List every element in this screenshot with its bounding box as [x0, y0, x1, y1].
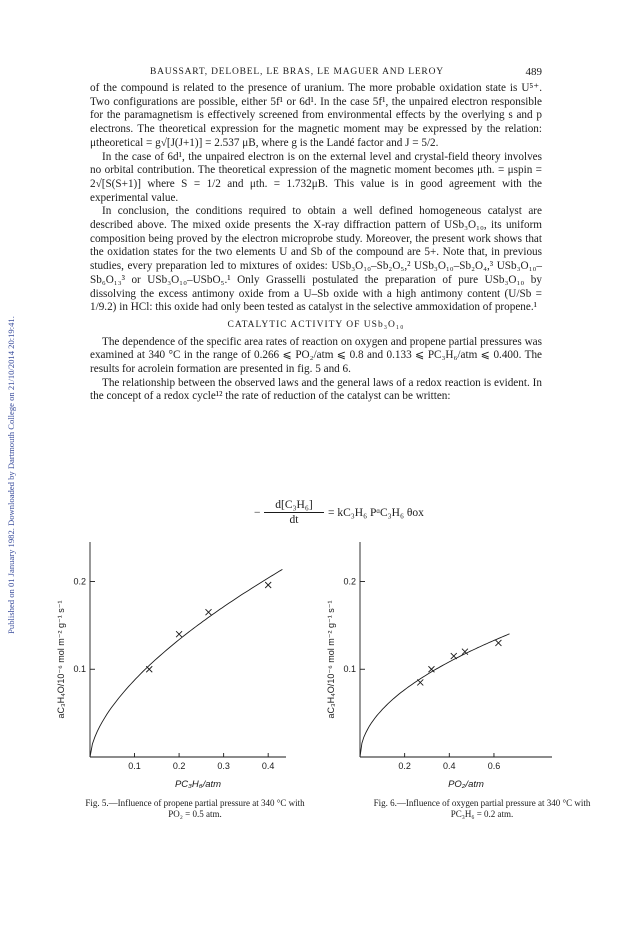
paragraph-conclusion: In conclusion, the conditions required to obtain a well defined homogeneous catalyst are described above. The mixed oxide presents the X-ray diffraction pattern of USb₃O₁₀, its uniform composition being proved by the electron microprobe study. Moreover, the present work shows that the oxidation states for the two elements U and Sb of the compound are 5+. Note that, in previous studies, every preparation led to mixtures of oxides: USb₃O₁₀–Sb₂O₅,² USb₃O₁₀–Sb₂O₄,³ USb₃O₁₀–Sb₆O₁₃³ or USb₃O₁₀–USbO₅.¹ Only Grasselli postulated the preparation of pure USb₃O₁₀ by dissolving the excess antimony oxide from a U–Sb oxide with a high antimony content (U/Sb = 1/9.2) in HCl: this oxide had only been tested as catalyst in the selective ammoxidation of propene.¹ [90, 205, 542, 314]
x-tick-label: 0.4 [261, 761, 275, 771]
data-point [495, 640, 501, 646]
paragraph-magnetism-6d: In the case of 6d¹, the unpaired electron is on the external level and crystal-field theory involves no orbital contribution. The theoretical expression of the magnetic moment becomes μth. = μspin = 2√[S(S+1)] where S = 1/2 and μth. = 1.732μB. This value is in good agreement with the experimental value. [90, 150, 542, 204]
figure-6 [316, 532, 578, 794]
x-tick-label: 0.4 [443, 761, 456, 771]
figure-5-plot [50, 532, 312, 794]
data-point [417, 679, 423, 685]
data-point [176, 631, 182, 637]
figure-5-caption: Fig. 5.—Influence of propene partial pressure at 340 °C with PO₂ = 0.5 atm. [85, 798, 305, 819]
y-axis-label: aC₃H₄O/10⁻⁶ mol m⁻² g⁻¹ s⁻¹ [56, 600, 66, 719]
x-tick-label: 0.6 [487, 761, 501, 771]
x-tick-label: 0.1 [128, 761, 141, 771]
figure-6-caption: Fig. 6.—Influence of oxygen partial pressure at 340 °C with PC₃H₆ = 0.2 atm. [373, 798, 591, 819]
running-head-authors: BAUSSART, DELOBEL, LE BRAS, LE MAGUER AND LEROY [150, 67, 444, 77]
figure-5 [50, 532, 312, 794]
equation-numerator: d[C₃H₆] [264, 499, 324, 513]
rate-equation [254, 499, 454, 529]
equation-minus: − [254, 507, 261, 519]
section-heading: CATALYTIC ACTIVITY OF USb₃O₁₀ [227, 319, 405, 330]
y-tick-label: 0.2 [73, 576, 86, 587]
paragraph-magnetism-5f: of the compound is related to the presence of uranium. The more probable oxidation state is U⁵⁺. Two configurations are possible, either 5f¹ or 6d¹. In the case 5f¹, the unpaired electron responsible for the paramagnetism is effectively screened from environmental effects by the overlying s and p electrons. The theoretical expression for the magnetic moment may be expressed by the relation: μtheoretical = g√[J(J+1)] = 2.537 μB, where g is the Landé factor and J = 5/2. [90, 82, 542, 149]
page-number: 489 [525, 66, 542, 78]
y-tick-label: 0.1 [343, 664, 356, 675]
equation-rhs: = kC₃H₆ PᵅC₃H₆ θox [328, 507, 424, 519]
data-point [265, 582, 271, 588]
y-axis-label: aC₃H₄O/10⁻⁶ mol m⁻² g⁻¹ s⁻¹ [326, 600, 336, 719]
side-publication-note [4, 215, 18, 735]
x-tick-label: 0.2 [398, 761, 411, 771]
paragraph-dependence: The dependence of the specific area rates of reaction on oxygen and propene partial pressures was examined at 340 °C in the range of 0.266 ⩽ PO₂/atm ⩽ 0.8 and 0.133 ⩽ PC₃H₆/atm ⩽ 0.400. The results for acrolein formation are presented in fig. 5 and 6. [90, 335, 542, 376]
article-body [90, 82, 542, 404]
y-tick-label: 0.1 [73, 664, 86, 675]
x-axis-label: PO₂/atm [448, 779, 484, 790]
data-point [205, 609, 211, 615]
fit-curve [90, 569, 282, 757]
equation-fraction [264, 499, 324, 526]
equation-denominator: dt [289, 514, 299, 526]
side-publication-text: Published on 01 January 1982. Downloaded by Dartmouth College on 21/10/2014 20:19:41. [6, 316, 16, 634]
paragraph-redox: The relationship between the observed laws and the general laws of a redox reaction is evident. In the concept of a redox cycle¹² the rate of reduction of the catalyst can be written: [90, 376, 542, 403]
x-axis-label: PC₃H₆/atm [174, 779, 222, 790]
figure-6-plot [316, 532, 578, 794]
fit-curve [360, 634, 510, 757]
y-tick-label: 0.2 [343, 576, 356, 587]
x-tick-label: 0.2 [172, 761, 186, 771]
data-point [451, 653, 457, 659]
x-tick-label: 0.3 [217, 761, 230, 771]
data-point [146, 666, 152, 672]
